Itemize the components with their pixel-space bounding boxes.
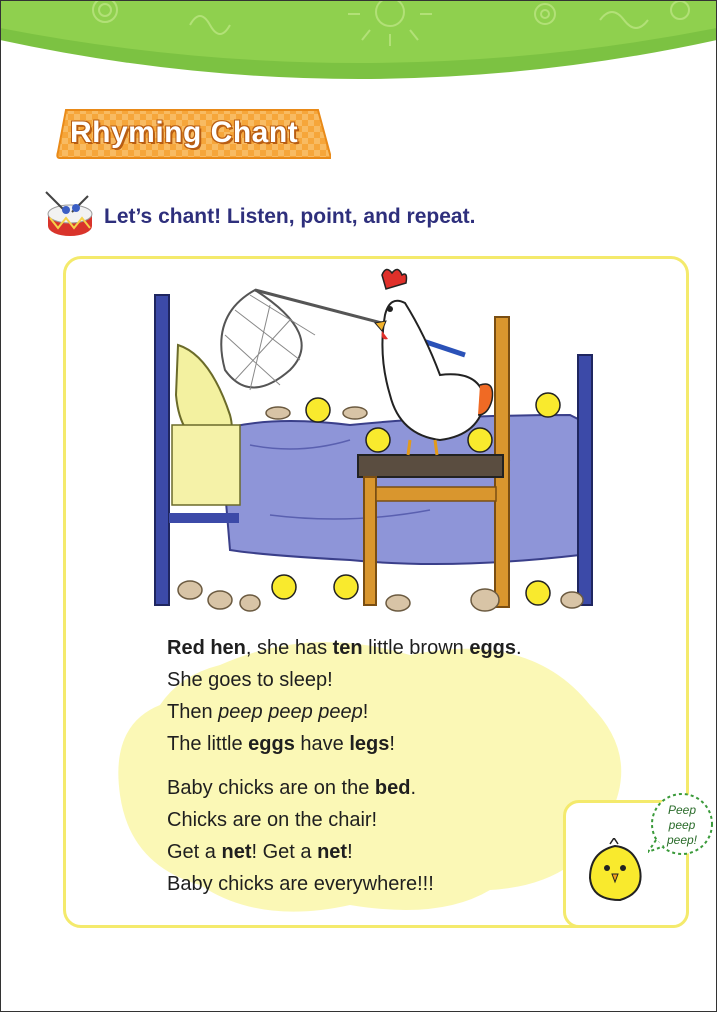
keyword: net — [317, 841, 348, 863]
text-span: , she has — [245, 637, 333, 659]
text-span: have — [294, 733, 350, 755]
keyword: ten — [332, 637, 363, 659]
text-span: ! — [389, 733, 395, 755]
instruction-text: Let’s chant! Listen, point, and repeat. — [104, 205, 476, 228]
text-span: ! — [362, 701, 369, 723]
keyword: Red hen — [167, 637, 246, 659]
text-span: Get a — [167, 841, 222, 863]
keyword: bed — [374, 777, 411, 799]
text-span: . — [516, 637, 522, 659]
bubble-line-3: peep! — [666, 833, 698, 847]
bubble-line-1: Peep — [667, 803, 697, 817]
poem-line-7 — [167, 836, 522, 868]
drum-icon — [42, 188, 98, 244]
text-span: Then — [167, 701, 219, 723]
keyword: net — [221, 841, 252, 863]
bubble-line-2: peep — [668, 818, 696, 832]
speech-bubble-text — [654, 803, 710, 848]
text-span: Baby chicks are on the — [167, 777, 375, 799]
text-span: The little — [167, 733, 249, 755]
poem-line-8: Baby chicks are everywhere!!! — [167, 873, 434, 895]
keyword: eggs — [469, 637, 517, 659]
hen-with-net-and-chicks-illustration — [150, 265, 610, 615]
text-span: ! Get a — [251, 841, 318, 863]
page-title: Rhyming Chant — [70, 116, 299, 149]
text-span: little brown — [362, 637, 470, 659]
poem-line-4 — [167, 728, 522, 760]
chant-text — [167, 632, 522, 900]
poem-line-3 — [167, 696, 522, 728]
italic-phrase: peep peep peep — [218, 701, 363, 723]
top-banner — [0, 0, 717, 110]
keyword: eggs — [248, 733, 295, 755]
text-span: . — [410, 777, 417, 799]
text-span: ! — [347, 841, 353, 863]
poem-line-5 — [167, 772, 522, 804]
poem-line-2: She goes to sleep! — [167, 669, 333, 691]
poem-line-1 — [167, 632, 522, 664]
keyword: legs — [349, 733, 390, 755]
poem-line-6: Chicks are on the chair! — [167, 809, 378, 831]
chick-icon — [580, 838, 650, 908]
